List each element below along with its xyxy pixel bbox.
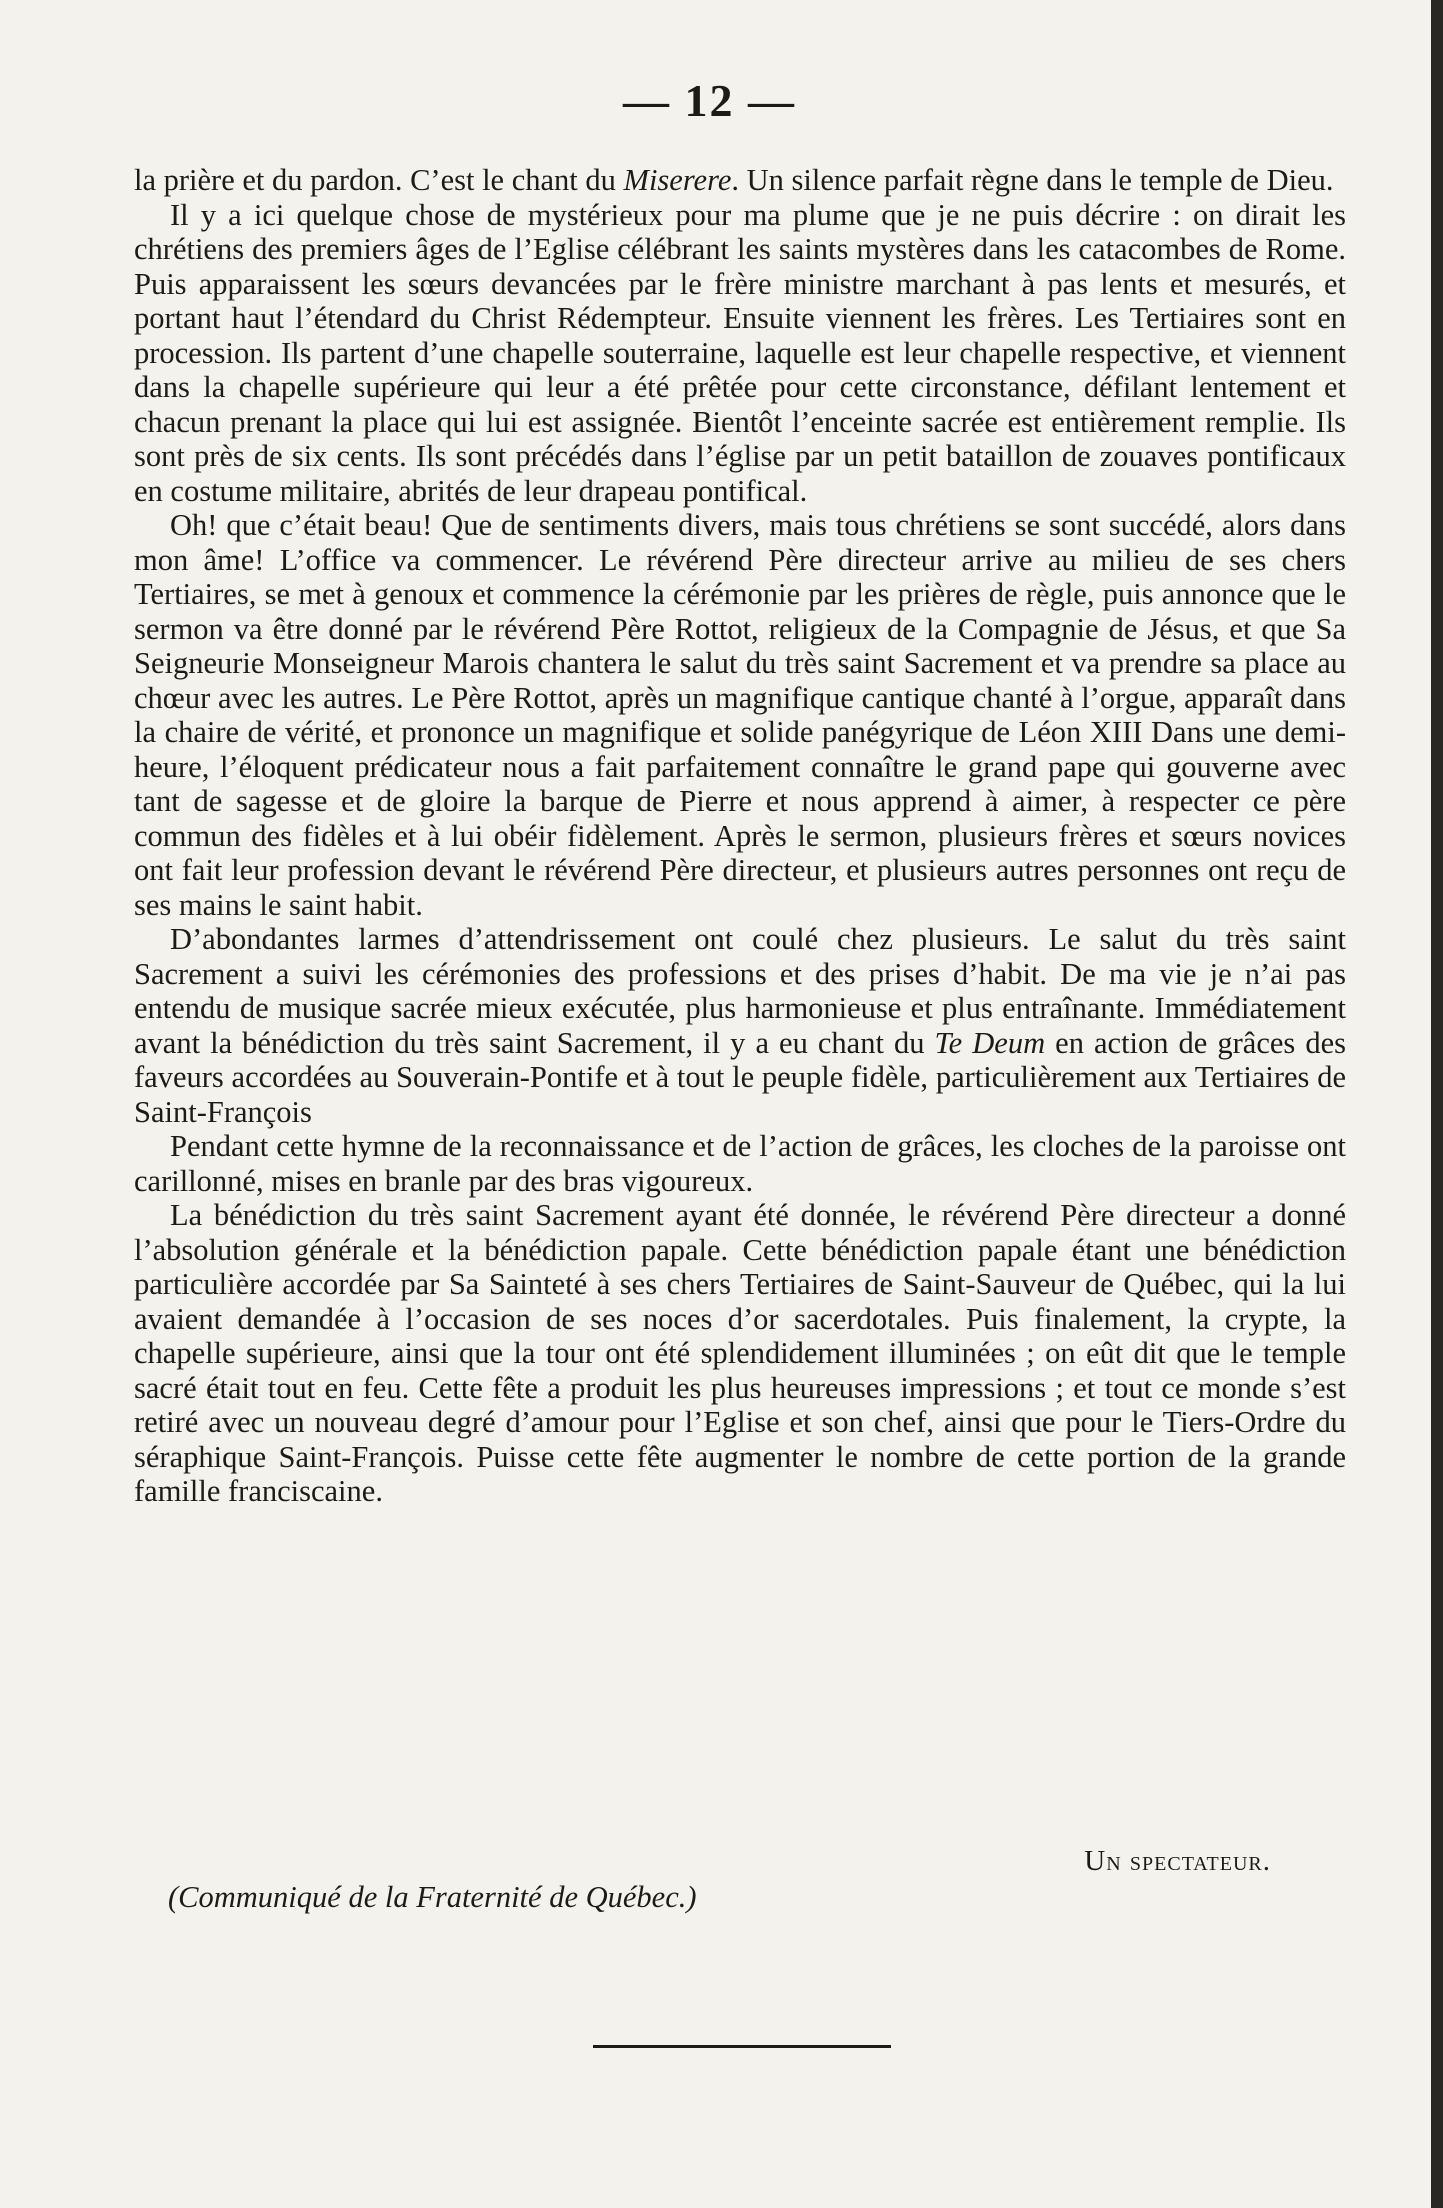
paragraph xyxy=(134,922,1346,1129)
source-note: (Communiqué de la Fraternité de Québec.) xyxy=(168,1880,697,1914)
paragraph xyxy=(134,163,1346,198)
text-run: . Un silence parfait règne dans le temple de Dieu. xyxy=(731,163,1334,197)
text-run: Oh! que c’était beau! Que de sentiments divers, mais tous chrétiens se sont succédé, alors dans mon âme! L’office va commencer. Le révérend Père directeur arrive au milieu de ses chers Tertiaires, se met à genoux et commence la cérémonie par les prières de règle, puis annonce que le sermon va être donné par le révérend Père Rottot, religieux de la Compagnie de Jésus, et que Sa Seigneurie Monseigneur Marois chantera le salut du très saint Sacrement et va prendre sa place au chœur avec les autres. Le Père Rottot, après un magnifique cantique chanté à l’orgue, apparaît dans la chaire de vérité, et prononce un magnifique et solide panégyrique de Léon XIII Dans une demi-heure, l’éloquent prédicateur nous a fait parfaitement connaître le grand pape qui gouverne avec tant de sagesse et de gloire la barque de Pierre et nous apprend à aimer, à respecter ce père commun des fidèles et à lui obéir fidèlement. Après le sermon, plusieurs frères et sœurs novices ont fait leur profession devant le révérend Père directeur, et plusieurs autres personnes ont reçu de ses mains le saint habit. xyxy=(134,508,1346,922)
text-run: Il y a ici quelque chose de mystérieux pour ma plume que je ne puis décrire : on dirait les chrétiens des premiers âges de l’Eglise célébrant les saints mystères dans les catacombes de Rome. Puis apparaissent les sœurs devancées par le frère ministre marchant à pas lents et mesurés, et portant haut l’étendard du Christ Rédempteur. Ensuite viennent les frères. Les Tertiaires sont en procession. Ils partent d’une chapelle souterraine, laquelle est leur chapelle respective, et viennent dans la chapelle supérieure qui leur a été prêtée pour cette circonstance, défilant lentement et chacun prenant la place qui lui est assignée. Bientôt l’enceinte sacrée est entièrement remplie. Ils sont près de six cents. Ils sont précédés dans l’église par un petit bataillon de zouaves pontificaux en costume militaire, abrités de leur drapeau pontifical. xyxy=(134,197,1346,508)
text-run: La bénédiction du très saint Sacrement ayant été donnée, le révérend Père directeur a donné l’absolution générale et la bénédiction papale. Cette bénédiction papale étant une bénédiction particulière accordée par Sa Sainteté à ses chers Tertiaires de Saint-Sauveur de Québec, qui la lui avaient demandée à l’occasion de ses noces d’or sacerdotales. Puis finalement, la crypte, la chapelle supérieure, ainsi que la tour ont été splendidement illuminées ; on eût dit que le temple sacré était tout en feu. Cette fête a produit les plus heureuses impressions ; et tout ce monde s’est retiré avec un nouveau degré d’amour pour l’Eglise et son chef, ainsi que pour le Tiers-Ordre du séraphique Saint-François. Puisse cette fête augmenter le nombre de cette portion de la grande famille franciscaine. xyxy=(134,1198,1346,1508)
paragraph xyxy=(134,1198,1346,1509)
text-run: la prière et du pardon. C’est le chant du xyxy=(134,163,624,197)
paragraph xyxy=(134,508,1346,922)
text-run: Pendant cette hymne de la reconnaissance et de l’action de grâces, les cloches de la paroisse ont carillonné, mises en branle par des bras vigoureux. xyxy=(134,1129,1346,1198)
text-run: en action de grâces des faveurs accordées au Souverain-Pontife et à tout le peuple fidèle, particulièrement aux Tertiaires de Saint-François xyxy=(134,1025,1346,1129)
article-body xyxy=(134,163,1346,1509)
italic-text: Miserere xyxy=(623,163,732,197)
paragraph xyxy=(134,198,1346,509)
closing-rule xyxy=(593,2045,891,2048)
page-number: — 12 — xyxy=(623,75,796,126)
paragraph xyxy=(134,1129,1346,1198)
text-run: D’abondantes larmes d’attendrissement ont coulé chez plusieurs. Le salut du très saint Sacrement a suivi les cérémonies des professions et des prises d’habit. De ma vie je n’ai pas entendu de musique sacrée mieux exécutée, plus harmonieuse et plus entraînante. Immédiatement avant la bénédiction du très saint Sacrement, il y a eu chant du xyxy=(134,922,1346,1060)
italic-text: Te Deum xyxy=(934,1025,1046,1060)
signature: Un spectateur. xyxy=(1084,1845,1271,1877)
